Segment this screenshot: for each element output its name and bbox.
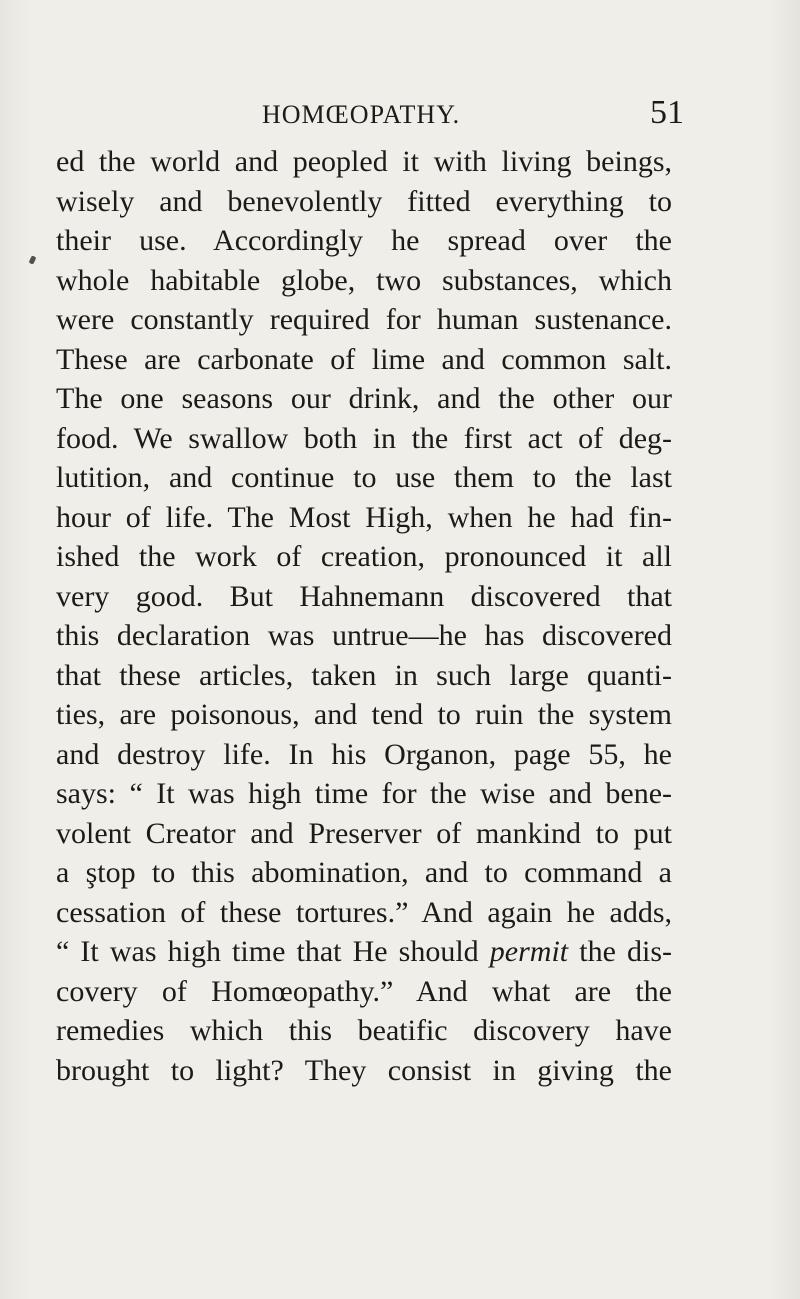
text-line-with-italic — [56, 932, 672, 972]
text-line: lutition, and continue to use them to the last — [56, 461, 672, 494]
text-line: cessation of these tortures.” And again he adds, — [56, 895, 672, 929]
text-line: covery of Homœopathy.” And what are the — [56, 974, 672, 1008]
text-line: The one seasons our drink, and the other our — [56, 382, 672, 415]
text-line: this declaration was untrue—he has discovered — [56, 619, 672, 652]
text-line: says: “ It was high time for the wise and bene- — [56, 777, 672, 810]
text-line: and destroy life. In his Organon, page 55, he — [56, 737, 672, 771]
text-line: wisely and benevolently fitted everything to — [56, 184, 672, 218]
italic-emphasis: permit — [489, 935, 569, 968]
text-line: brought to light? They consist in giving the — [56, 1053, 672, 1087]
text-line: ties, are poisonous, and tend to ruin the system — [56, 698, 672, 731]
text-line: volent Creator and Preserver of mankind to put — [56, 816, 672, 850]
text-segment: the dis- — [568, 935, 672, 968]
text-line: These are carbonate of lime and common salt. — [56, 342, 672, 376]
text-line: ed the world and peopled it with living beings, — [56, 145, 672, 178]
page-number: 51 — [650, 94, 684, 131]
text-line: were constantly required for human sustenance. — [56, 303, 672, 336]
text-line: hour of life. The Most High, when he had fin- — [56, 500, 672, 534]
text-line: their use. Accordingly he spread over the — [56, 224, 672, 257]
running-head — [0, 94, 800, 134]
text-line: ished the work of creation, pronounced it all — [56, 540, 672, 573]
margin-ink-mark — [29, 255, 37, 264]
text-line: very good. But Hahnemann discovered that — [56, 579, 672, 613]
text-line: that these articles, taken in such large quanti- — [56, 658, 672, 692]
text-line: whole habitable globe, two substances, which — [56, 263, 672, 297]
body-text — [56, 142, 672, 1090]
text-line: remedies which this beatific discovery have — [56, 1014, 672, 1047]
text-line: a ştop to this abomination, and to command a — [56, 856, 672, 889]
text-segment: “ It was high time that He should — [56, 935, 490, 968]
text-line: food. We swallow both in the first act of deg- — [56, 421, 672, 455]
running-title: HOMŒOPATHY. — [262, 100, 461, 129]
